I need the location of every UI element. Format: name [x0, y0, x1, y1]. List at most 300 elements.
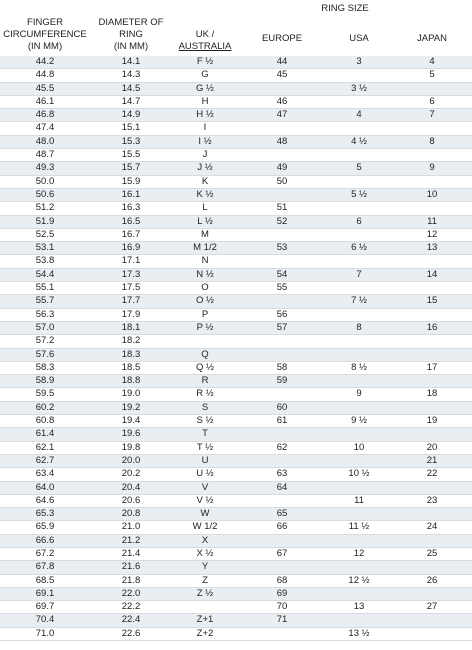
finger-circumference-cell: 52.5 — [0, 228, 90, 241]
japan-size-cell: 26 — [392, 574, 472, 587]
table-row — [0, 521, 472, 534]
diameter-cell: 21.8 — [90, 574, 172, 587]
finger-circumference-cell: 67.2 — [0, 547, 90, 560]
diameter-cell: 19.6 — [90, 428, 172, 441]
diameter-cell: 18.5 — [90, 361, 172, 374]
usa-size-cell: 9 — [326, 388, 392, 401]
europe-size-cell: 51 — [238, 202, 326, 215]
europe-size-cell: 71 — [238, 614, 326, 627]
finger-circumference-cell: 48.0 — [0, 135, 90, 148]
usa-size-cell — [326, 508, 392, 521]
usa-size-cell: 11 — [326, 494, 392, 507]
europe-size-cell: 67 — [238, 547, 326, 560]
japan-size-cell: 22 — [392, 468, 472, 481]
finger-circumference-cell: 71.0 — [0, 627, 90, 640]
table-row — [0, 282, 472, 295]
europe-size-cell — [238, 188, 326, 201]
table-row — [0, 454, 472, 467]
usa-size-cell: 7 — [326, 268, 392, 281]
header-line: UK / — [195, 29, 215, 40]
table-row — [0, 348, 472, 361]
europe-size-cell: 58 — [238, 361, 326, 374]
uk-size-cell: Y — [172, 561, 238, 574]
finger-circumference-cell: 57.2 — [0, 335, 90, 348]
diameter-cell: 15.7 — [90, 162, 172, 175]
finger-circumference-cell: 59.5 — [0, 388, 90, 401]
finger-circumference-cell: 55.7 — [0, 295, 90, 308]
table-row — [0, 56, 472, 69]
table-row — [0, 428, 472, 441]
uk-size-cell: O — [172, 282, 238, 295]
uk-size-cell: I — [172, 122, 238, 135]
table-row — [0, 468, 472, 481]
uk-size-cell: T ½ — [172, 441, 238, 454]
uk-size-cell: J ½ — [172, 162, 238, 175]
usa-size-cell: 9 ½ — [326, 415, 392, 428]
uk-size-cell: Q ½ — [172, 361, 238, 374]
finger-circumference-cell: 51.9 — [0, 215, 90, 228]
table-row — [0, 162, 472, 175]
table-row — [0, 481, 472, 494]
uk-size-cell: G — [172, 69, 238, 82]
europe-size-cell: 64 — [238, 481, 326, 494]
diameter-cell: 19.8 — [90, 441, 172, 454]
europe-size-cell: 46 — [238, 95, 326, 108]
diameter-cell: 15.5 — [90, 149, 172, 162]
europe-size-cell — [238, 82, 326, 95]
diameter-cell: 18.3 — [90, 348, 172, 361]
uk-size-cell: S ½ — [172, 415, 238, 428]
table-row — [0, 361, 472, 374]
europe-size-cell: 56 — [238, 308, 326, 321]
table-row — [0, 561, 472, 574]
table-row — [0, 69, 472, 82]
usa-size-cell: 13 ½ — [326, 627, 392, 640]
usa-header: USA — [349, 33, 369, 44]
japan-size-cell — [392, 308, 472, 321]
finger-circumference-cell: 45.5 — [0, 82, 90, 95]
diameter-cell: 19.0 — [90, 388, 172, 401]
uk-size-cell: X — [172, 534, 238, 547]
europe-size-cell: 66 — [238, 521, 326, 534]
europe-size-cell: 62 — [238, 441, 326, 454]
finger-circumference-cell: 63.4 — [0, 468, 90, 481]
europe-size-cell: 52 — [238, 215, 326, 228]
uk-size-cell: O ½ — [172, 295, 238, 308]
japan-size-cell: 8 — [392, 135, 472, 148]
usa-size-cell — [326, 255, 392, 268]
usa-size-cell — [326, 122, 392, 135]
finger-circumference-cell: 54.4 — [0, 268, 90, 281]
japan-size-cell: 7 — [392, 109, 472, 122]
usa-size-cell: 12 — [326, 547, 392, 560]
europe-size-cell: 45 — [238, 69, 326, 82]
usa-size-cell — [326, 348, 392, 361]
table-row — [0, 82, 472, 95]
uk-australia-header — [172, 29, 238, 53]
japan-size-cell: 9 — [392, 162, 472, 175]
usa-size-cell — [326, 282, 392, 295]
uk-size-cell: V ½ — [172, 494, 238, 507]
japan-header: JAPAN — [417, 33, 447, 44]
europe-size-cell: 61 — [238, 415, 326, 428]
japan-size-cell — [392, 202, 472, 215]
europe-size-cell: 57 — [238, 321, 326, 334]
finger-circumference-cell: 44.2 — [0, 56, 90, 69]
usa-size-cell: 12 ½ — [326, 574, 392, 587]
finger-circumference-cell: 70.4 — [0, 614, 90, 627]
finger-circumference-cell: 55.1 — [0, 282, 90, 295]
table-row — [0, 135, 472, 148]
uk-size-cell: V — [172, 481, 238, 494]
finger-circumference-cell: 49.3 — [0, 162, 90, 175]
usa-size-cell: 11 ½ — [326, 521, 392, 534]
usa-size-cell: 6 ½ — [326, 242, 392, 255]
table-row — [0, 441, 472, 454]
usa-size-cell — [326, 335, 392, 348]
finger-circumference-cell: 69.1 — [0, 587, 90, 600]
uk-size-cell: G ½ — [172, 82, 238, 95]
uk-size-cell: Z+2 — [172, 627, 238, 640]
header-line: (IN MM) — [113, 41, 149, 52]
japan-size-cell: 16 — [392, 321, 472, 334]
diameter-cell: 18.2 — [90, 335, 172, 348]
table-row — [0, 215, 472, 228]
finger-circumference-cell: 53.8 — [0, 255, 90, 268]
finger-circumference-cell: 65.3 — [0, 508, 90, 521]
finger-circumference-cell: 64.6 — [0, 494, 90, 507]
uk-size-cell: J — [172, 149, 238, 162]
usa-size-cell — [326, 587, 392, 600]
diameter-cell: 22.4 — [90, 614, 172, 627]
japan-size-cell — [392, 561, 472, 574]
europe-size-cell — [238, 122, 326, 135]
diameter-cell: 20.0 — [90, 454, 172, 467]
diameter-cell: 18.1 — [90, 321, 172, 334]
table-row — [0, 268, 472, 281]
usa-size-cell — [326, 428, 392, 441]
diameter-cell: 17.3 — [90, 268, 172, 281]
diameter-cell: 15.3 — [90, 135, 172, 148]
japan-size-cell: 15 — [392, 295, 472, 308]
japan-size-cell — [392, 614, 472, 627]
europe-size-cell: 49 — [238, 162, 326, 175]
japan-size-cell — [392, 428, 472, 441]
europe-size-cell — [238, 348, 326, 361]
japan-size-cell: 27 — [392, 601, 472, 614]
finger-circumference-cell: 50.6 — [0, 188, 90, 201]
uk-size-cell: P ½ — [172, 321, 238, 334]
diameter-cell: 20.8 — [90, 508, 172, 521]
europe-size-cell: 44 — [238, 56, 326, 69]
japan-size-cell: 20 — [392, 441, 472, 454]
diameter-cell: 20.2 — [90, 468, 172, 481]
japan-size-cell — [392, 82, 472, 95]
japan-size-cell — [392, 255, 472, 268]
diameter-cell: 17.5 — [90, 282, 172, 295]
finger-circumference-cell: 68.5 — [0, 574, 90, 587]
header-line: (IN MM) — [27, 41, 63, 52]
uk-size-cell: Q — [172, 348, 238, 361]
uk-size-cell: U — [172, 454, 238, 467]
japan-size-cell: 25 — [392, 547, 472, 560]
diameter-cell: 16.5 — [90, 215, 172, 228]
usa-size-cell: 13 — [326, 601, 392, 614]
finger-circumference-cell: 62.7 — [0, 454, 90, 467]
finger-circumference-cell: 65.9 — [0, 521, 90, 534]
usa-size-cell: 3 — [326, 56, 392, 69]
usa-size-cell: 10 — [326, 441, 392, 454]
europe-size-cell — [238, 255, 326, 268]
uk-size-cell: S — [172, 401, 238, 414]
usa-size-cell — [326, 614, 392, 627]
table-row — [0, 401, 472, 414]
japan-size-cell — [392, 508, 472, 521]
uk-size-cell: N — [172, 255, 238, 268]
usa-size-cell — [326, 202, 392, 215]
header-line: DIAMETER OF — [98, 17, 164, 28]
table-header — [0, 0, 472, 56]
europe-size-cell: 59 — [238, 375, 326, 388]
diameter-cell: 14.3 — [90, 69, 172, 82]
europe-size-cell — [238, 149, 326, 162]
diameter-cell: 19.2 — [90, 401, 172, 414]
finger-circumference-cell: 64.0 — [0, 481, 90, 494]
finger-circumference-cell: 62.1 — [0, 441, 90, 454]
usa-size-cell: 8 — [326, 321, 392, 334]
japan-size-cell — [392, 282, 472, 295]
diameter-cell: 21.0 — [90, 521, 172, 534]
diameter-cell: 17.9 — [90, 308, 172, 321]
japan-size-cell — [392, 122, 472, 135]
uk-size-cell: M 1/2 — [172, 242, 238, 255]
usa-size-cell — [326, 534, 392, 547]
usa-size-cell: 3 ½ — [326, 82, 392, 95]
uk-size-cell: Z ½ — [172, 587, 238, 600]
table-row — [0, 335, 472, 348]
diameter-cell: 16.1 — [90, 188, 172, 201]
finger-circumference-cell: 56.3 — [0, 308, 90, 321]
uk-size-cell: Z+1 — [172, 614, 238, 627]
table-row — [0, 295, 472, 308]
uk-size-cell: W 1/2 — [172, 521, 238, 534]
finger-circumference-cell: 57.6 — [0, 348, 90, 361]
uk-size-cell: X ½ — [172, 547, 238, 560]
finger-circumference-header — [0, 17, 90, 53]
usa-size-cell: 5 ½ — [326, 188, 392, 201]
table-row — [0, 122, 472, 135]
header-line: FINGER — [27, 17, 63, 28]
europe-size-cell — [238, 228, 326, 241]
header-line: AUSTRALIA — [178, 41, 232, 52]
diameter-header — [90, 17, 172, 53]
diameter-cell: 21.4 — [90, 547, 172, 560]
usa-size-cell: 10 ½ — [326, 468, 392, 481]
japan-size-cell — [392, 627, 472, 640]
usa-size-cell: 5 — [326, 162, 392, 175]
diameter-cell: 14.9 — [90, 109, 172, 122]
diameter-cell: 17.1 — [90, 255, 172, 268]
europe-size-cell — [238, 561, 326, 574]
diameter-cell: 21.2 — [90, 534, 172, 547]
europe-size-cell: 60 — [238, 401, 326, 414]
uk-size-cell — [172, 335, 238, 348]
japan-size-cell: 23 — [392, 494, 472, 507]
usa-size-cell: 6 — [326, 215, 392, 228]
table-row — [0, 534, 472, 547]
diameter-cell: 22.6 — [90, 627, 172, 640]
diameter-cell: 14.5 — [90, 82, 172, 95]
uk-size-cell: H ½ — [172, 109, 238, 122]
header-line: CIRCUMFERENCE — [3, 29, 87, 40]
table-row — [0, 601, 472, 614]
uk-size-cell: M — [172, 228, 238, 241]
europe-size-cell: 69 — [238, 587, 326, 600]
table-row — [0, 95, 472, 108]
diameter-cell: 20.6 — [90, 494, 172, 507]
europe-size-cell — [238, 534, 326, 547]
europe-size-cell: 68 — [238, 574, 326, 587]
diameter-cell: 18.8 — [90, 375, 172, 388]
europe-size-cell: 63 — [238, 468, 326, 481]
uk-size-cell: U ½ — [172, 468, 238, 481]
uk-size-cell: R — [172, 375, 238, 388]
diameter-cell: 14.7 — [90, 95, 172, 108]
japan-size-cell: 13 — [392, 242, 472, 255]
europe-size-cell — [238, 335, 326, 348]
europe-size-cell — [238, 295, 326, 308]
diameter-cell: 14.1 — [90, 56, 172, 69]
table-row — [0, 228, 472, 241]
finger-circumference-cell: 44.8 — [0, 69, 90, 82]
uk-size-cell: F ½ — [172, 56, 238, 69]
europe-size-cell: 55 — [238, 282, 326, 295]
usa-size-cell — [326, 175, 392, 188]
uk-size-cell: K — [172, 175, 238, 188]
usa-size-cell — [326, 95, 392, 108]
japan-size-cell: 17 — [392, 361, 472, 374]
japan-size-cell: 6 — [392, 95, 472, 108]
europe-size-cell — [238, 454, 326, 467]
diameter-cell: 22.2 — [90, 601, 172, 614]
japan-size-cell: 21 — [392, 454, 472, 467]
uk-size-cell — [172, 601, 238, 614]
table-row — [0, 109, 472, 122]
japan-size-cell — [392, 375, 472, 388]
usa-size-cell — [326, 401, 392, 414]
diameter-cell: 16.9 — [90, 242, 172, 255]
table-row — [0, 614, 472, 627]
europe-size-cell: 70 — [238, 601, 326, 614]
japan-size-cell: 10 — [392, 188, 472, 201]
table-row — [0, 547, 472, 560]
europe-size-cell — [238, 627, 326, 640]
europe-size-cell: 47 — [238, 109, 326, 122]
table-row — [0, 574, 472, 587]
europe-size-cell: 65 — [238, 508, 326, 521]
finger-circumference-cell: 51.2 — [0, 202, 90, 215]
usa-size-cell — [326, 454, 392, 467]
table-row — [0, 242, 472, 255]
usa-size-cell — [326, 375, 392, 388]
uk-size-cell: I ½ — [172, 135, 238, 148]
japan-size-cell — [392, 175, 472, 188]
finger-circumference-cell: 48.7 — [0, 149, 90, 162]
japan-size-cell — [392, 401, 472, 414]
usa-size-cell — [326, 308, 392, 321]
europe-size-cell: 50 — [238, 175, 326, 188]
japan-size-cell: 5 — [392, 69, 472, 82]
uk-size-cell: W — [172, 508, 238, 521]
table-row — [0, 415, 472, 428]
japan-size-cell: 14 — [392, 268, 472, 281]
finger-circumference-cell: 46.1 — [0, 95, 90, 108]
table-row — [0, 308, 472, 321]
diameter-cell: 16.7 — [90, 228, 172, 241]
table-row — [0, 375, 472, 388]
usa-size-cell — [326, 228, 392, 241]
finger-circumference-cell: 57.0 — [0, 321, 90, 334]
uk-size-cell: K ½ — [172, 188, 238, 201]
japan-size-cell: 4 — [392, 56, 472, 69]
finger-circumference-cell: 60.2 — [0, 401, 90, 414]
finger-circumference-cell: 47.4 — [0, 122, 90, 135]
uk-size-cell: H — [172, 95, 238, 108]
europe-size-cell — [238, 494, 326, 507]
finger-circumference-cell: 69.7 — [0, 601, 90, 614]
table-row — [0, 587, 472, 600]
usa-size-cell: 4 — [326, 109, 392, 122]
usa-size-cell — [326, 561, 392, 574]
europe-size-cell: 54 — [238, 268, 326, 281]
diameter-cell: 22.0 — [90, 587, 172, 600]
finger-circumference-cell: 61.4 — [0, 428, 90, 441]
table-row — [0, 508, 472, 521]
europe-size-cell: 53 — [238, 242, 326, 255]
japan-size-cell — [392, 481, 472, 494]
ring-size-table — [0, 56, 472, 641]
ring-size-heading: RING SIZE — [321, 3, 369, 14]
japan-size-cell: 24 — [392, 521, 472, 534]
japan-size-cell — [392, 587, 472, 600]
uk-size-cell: T — [172, 428, 238, 441]
europe-size-cell — [238, 428, 326, 441]
finger-circumference-cell: 46.8 — [0, 109, 90, 122]
header-line: RING — [119, 29, 143, 40]
table-row — [0, 202, 472, 215]
usa-size-cell — [326, 69, 392, 82]
table-row — [0, 188, 472, 201]
japan-size-cell: 18 — [392, 388, 472, 401]
japan-size-cell — [392, 534, 472, 547]
finger-circumference-cell: 67.8 — [0, 561, 90, 574]
uk-size-cell: L — [172, 202, 238, 215]
europe-size-cell: 48 — [238, 135, 326, 148]
japan-size-cell: 12 — [392, 228, 472, 241]
diameter-cell: 16.3 — [90, 202, 172, 215]
finger-circumference-cell: 50.0 — [0, 175, 90, 188]
table-row — [0, 255, 472, 268]
japan-size-cell: 19 — [392, 415, 472, 428]
usa-size-cell: 7 ½ — [326, 295, 392, 308]
europe-header: EUROPE — [261, 33, 303, 44]
japan-size-cell: 11 — [392, 215, 472, 228]
japan-size-cell — [392, 348, 472, 361]
table-row — [0, 175, 472, 188]
uk-size-cell: L ½ — [172, 215, 238, 228]
table-row — [0, 494, 472, 507]
usa-size-cell — [326, 149, 392, 162]
